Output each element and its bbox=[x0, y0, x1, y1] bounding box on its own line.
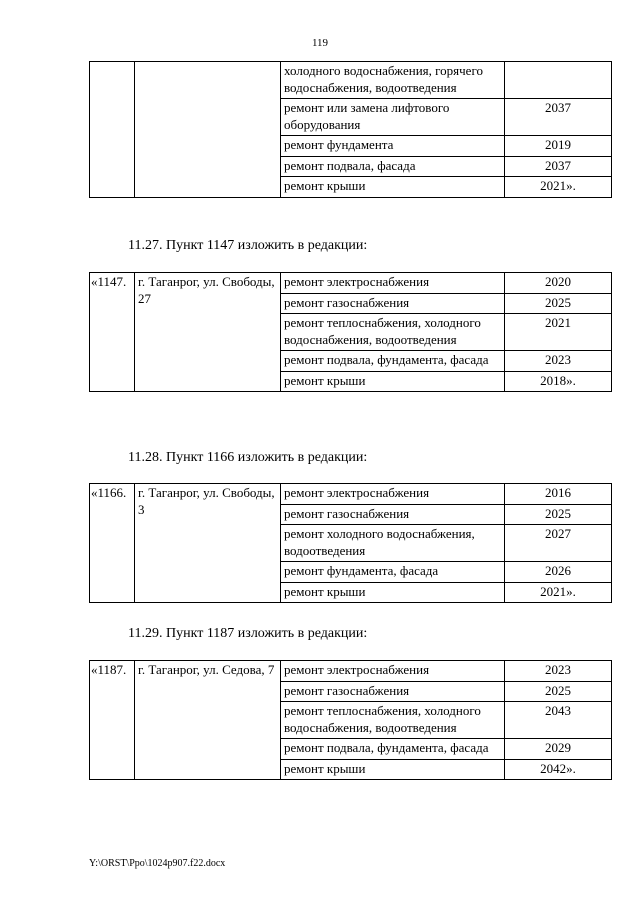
address-cell: г. Таганрог, ул. Седова, 7 bbox=[135, 661, 281, 780]
section-heading: 11.27. Пункт 1147 изложить в редакции: bbox=[128, 238, 368, 253]
page-number: 119 bbox=[311, 37, 329, 49]
item-number: «1166. bbox=[90, 484, 135, 603]
continuation-table bbox=[89, 61, 612, 198]
work-cell: ремонт крыши bbox=[281, 177, 505, 198]
section-table bbox=[89, 483, 612, 603]
year-cell: 2021». bbox=[505, 177, 612, 198]
footer-file-path: Y:\ORST\Ppo\1024p907.f22.docx bbox=[89, 858, 226, 869]
work-cell: ремонт электроснабжения bbox=[281, 273, 505, 294]
table-row bbox=[90, 484, 612, 505]
item-number: «1187. bbox=[90, 661, 135, 780]
item-number: «1147. bbox=[90, 273, 135, 392]
work-cell: ремонт крыши bbox=[281, 759, 505, 780]
work-cell: ремонт газоснабжения bbox=[281, 293, 505, 314]
work-cell: ремонт теплоснабжения, холодного водоснабжения, водоотведения bbox=[281, 314, 505, 351]
year-cell: 2023 bbox=[505, 661, 612, 682]
section-table bbox=[89, 660, 612, 780]
section-heading: 11.28. Пункт 1166 изложить в редакции: bbox=[128, 450, 368, 465]
year-cell: 2020 bbox=[505, 273, 612, 294]
year-cell: 2027 bbox=[505, 525, 612, 562]
year-cell: 2023 bbox=[505, 351, 612, 372]
year-cell: 2025 bbox=[505, 681, 612, 702]
year-cell: 2037 bbox=[505, 99, 612, 136]
year-cell: 2025 bbox=[505, 293, 612, 314]
table-row bbox=[90, 661, 612, 682]
work-cell: ремонт крыши bbox=[281, 371, 505, 392]
year-cell: 2025 bbox=[505, 504, 612, 525]
work-cell: ремонт фундамента bbox=[281, 136, 505, 157]
work-cell: ремонт газоснабжения bbox=[281, 681, 505, 702]
year-cell bbox=[505, 62, 612, 99]
year-cell: 2029 bbox=[505, 739, 612, 760]
year-cell: 2026 bbox=[505, 562, 612, 583]
section-heading: 11.29. Пункт 1187 изложить в редакции: bbox=[128, 626, 368, 641]
address-cell: г. Таганрог, ул. Свободы, 27 bbox=[135, 273, 281, 392]
work-cell: ремонт или замена лифтового оборудования bbox=[281, 99, 505, 136]
section-table bbox=[89, 272, 612, 392]
work-cell: ремонт электроснабжения bbox=[281, 661, 505, 682]
work-cell: ремонт холодного водоснабжения, водоотведения bbox=[281, 525, 505, 562]
work-cell: ремонт газоснабжения bbox=[281, 504, 505, 525]
year-cell: 2021». bbox=[505, 582, 612, 603]
table-row bbox=[90, 273, 612, 294]
address-cell: г. Таганрог, ул. Свободы, 3 bbox=[135, 484, 281, 603]
year-cell: 2018». bbox=[505, 371, 612, 392]
year-cell: 2042». bbox=[505, 759, 612, 780]
work-cell: холодного водоснабжения, горячего водоснабжения, водоотведения bbox=[281, 62, 505, 99]
year-cell: 2019 bbox=[505, 136, 612, 157]
year-cell: 2037 bbox=[505, 156, 612, 177]
work-cell: ремонт фундамента, фасада bbox=[281, 562, 505, 583]
number-cell bbox=[90, 62, 135, 198]
year-cell: 2021 bbox=[505, 314, 612, 351]
work-cell: ремонт электроснабжения bbox=[281, 484, 505, 505]
work-cell: ремонт подвала, фундамента, фасада bbox=[281, 351, 505, 372]
year-cell: 2043 bbox=[505, 702, 612, 739]
work-cell: ремонт теплоснабжения, холодного водоснабжения, водоотведения bbox=[281, 702, 505, 739]
work-cell: ремонт подвала, фасада bbox=[281, 156, 505, 177]
table-row bbox=[90, 62, 612, 99]
year-cell: 2016 bbox=[505, 484, 612, 505]
address-cell bbox=[135, 62, 281, 198]
work-cell: ремонт крыши bbox=[281, 582, 505, 603]
work-cell: ремонт подвала, фундамента, фасада bbox=[281, 739, 505, 760]
